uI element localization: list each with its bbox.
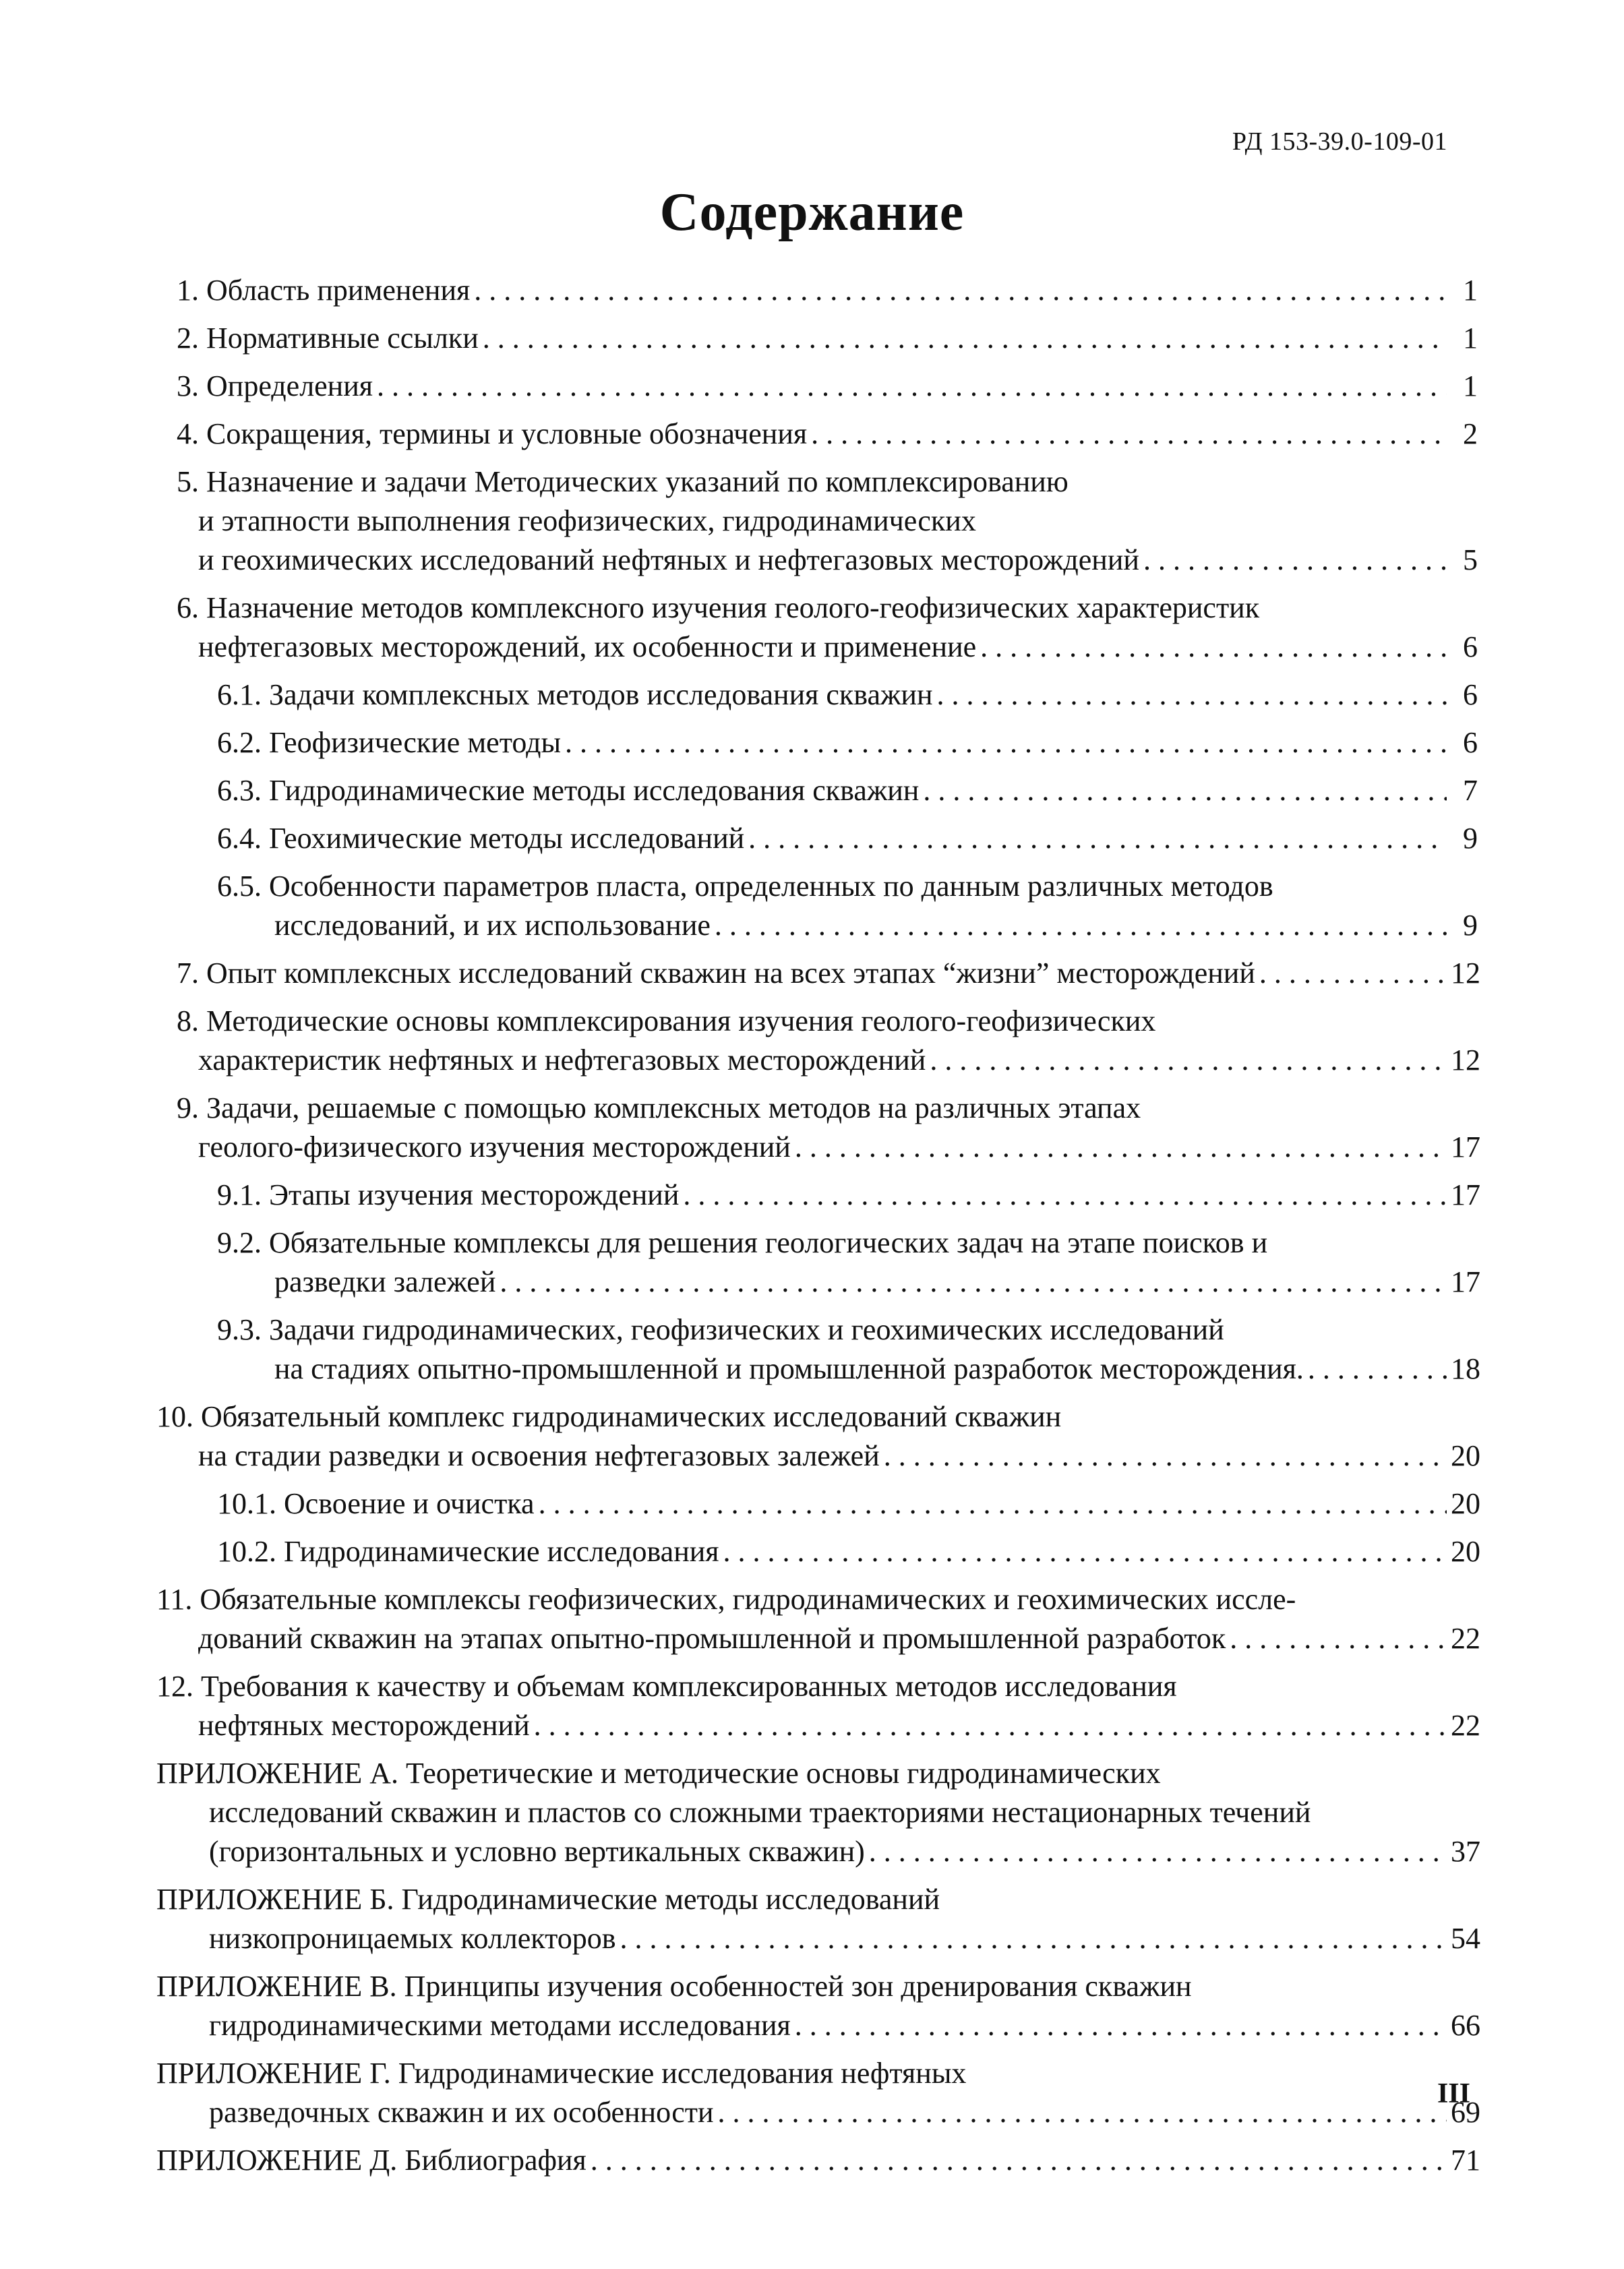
toc-entry-text: 6.1. Задачи комплексных методов исследования скважин (217, 678, 933, 711)
toc-entry-page: 7 (1463, 774, 1478, 807)
toc-entry-text: и этапности выполнения геофизических, гидродинамических (198, 504, 976, 537)
toc-entry-text: 10. Обязательный комплекс гидродинамических исследований скважин (156, 1400, 1062, 1433)
toc-entry (156, 867, 1478, 945)
toc-entry-text: и геохимических исследований нефтяных и нефтегазовых месторождений (198, 543, 1139, 576)
toc-entry-text: ПРИЛОЖЕНИЕ А. Теоретические и методические основы гидродинамических (156, 1757, 1161, 1790)
toc-entry (156, 271, 1478, 310)
toc-entry-text: 2. Нормативные ссылки (177, 322, 479, 355)
toc-entry-page: 1 (1463, 369, 1478, 402)
toc-entry (156, 2054, 1478, 2132)
toc-entry-text: нефтегазовых месторождений, их особенности и применение (198, 630, 977, 663)
toc-entry-text: 6.3. Гидродинамические методы исследования скважин (217, 774, 920, 807)
dot-leader (539, 1484, 1447, 1523)
dot-leader (869, 1832, 1447, 1871)
toc-entry-page: 54 (1451, 1922, 1480, 1955)
toc-entry-page: 12 (1451, 957, 1480, 990)
toc-entry-text: 9.2. Обязательные комплексы для решения геологических задач на этапе поисков и (217, 1226, 1268, 1259)
toc-entry-text: 10.2. Гидродинамические исследования (217, 1535, 719, 1568)
toc-entry (156, 1667, 1478, 1745)
toc-entry (156, 954, 1478, 993)
dot-leader (1230, 1619, 1447, 1658)
toc-entry-text: ПРИЛОЖЕНИЕ В. Принципы изучения особенностей зон дренирования скважин (156, 1970, 1192, 2003)
toc-entry (156, 675, 1478, 715)
dot-leader (930, 1041, 1447, 1080)
toc-entry-page: 5 (1463, 543, 1478, 576)
toc-entry-text: 9.3. Задачи гидродинамических, геофизических и геохимических исследований (217, 1313, 1224, 1346)
dot-leader (1143, 541, 1447, 580)
toc-entry-text: характеристик нефтяных и нефтегазовых месторождений (198, 1043, 926, 1077)
dot-leader (980, 628, 1447, 667)
toc-entry (156, 819, 1478, 858)
toc-entry-text: ПРИЛОЖЕНИЕ Б. Гидродинамические методы исследований (156, 1883, 940, 1916)
toc-entry-text: нефтяных месторождений (198, 1709, 530, 1742)
toc-entry-text: на стадии разведки и освоения нефтегазовых залежей (198, 1439, 880, 1472)
toc-entry-text: дований скважин на этапах опытно-промышленной и промышленной разработок (198, 1622, 1226, 1655)
toc-entry (156, 1580, 1478, 1658)
toc-entry-page: 22 (1451, 1622, 1480, 1655)
toc-entry-page: 69 (1451, 2096, 1480, 2129)
toc-entry-page: 17 (1451, 1178, 1480, 1211)
toc-entry-text: 11. Обязательные комплексы геофизических, гидродинамических и геохимических иссле- (156, 1583, 1296, 1616)
toc-entry-page: 1 (1463, 322, 1478, 355)
toc-entry-text: 1. Область применения (177, 274, 471, 307)
toc-entry (156, 367, 1478, 406)
dot-leader (884, 1436, 1447, 1476)
toc-entry (156, 1880, 1478, 1958)
toc-entry-text: 9.1. Этапы изучения месторождений (217, 1178, 680, 1211)
toc-entry-text: разведочных скважин и их особенности (209, 2096, 714, 2129)
toc-entry-text: 6. Назначение методов комплексного изучения геолого-геофизических характеристик (177, 591, 1260, 624)
dot-leader (715, 906, 1447, 945)
toc-entry-text: 12. Требования к качеству и объемам комплексированных методов исследования (156, 1670, 1177, 1703)
toc-entry-page: 1 (1463, 274, 1478, 307)
dot-leader (474, 271, 1447, 310)
toc-entry (156, 415, 1478, 454)
toc-entry-page: 18 (1451, 1352, 1480, 1385)
dot-leader (718, 2093, 1447, 2132)
toc-entry-page: 17 (1451, 1265, 1480, 1298)
toc-entry-text: исследований, и их использование (274, 909, 711, 942)
toc-entry-page: 2 (1463, 417, 1478, 450)
toc-entry (156, 1223, 1478, 1302)
toc-entry-page: 20 (1451, 1439, 1480, 1472)
toc-entry-text: 8. Методические основы комплексирования изучения геолого-геофизических (177, 1004, 1156, 1037)
toc-entry-text: исследований скважин и пластов со сложными траекториями нестационарных течений (209, 1796, 1311, 1829)
toc-entry-page: 6 (1463, 630, 1478, 663)
dot-leader (923, 771, 1447, 810)
toc-entry-text: низкопроницаемых коллекторов (209, 1922, 616, 1955)
toc-entry-text: 9. Задачи, решаемые с помощью комплексных методов на различных этапах (177, 1091, 1141, 1124)
dot-leader (683, 1176, 1447, 1215)
toc-entry-page: 9 (1463, 909, 1478, 942)
dot-leader (377, 367, 1447, 406)
toc-entry (156, 2141, 1478, 2180)
toc-entry-page: 22 (1451, 1709, 1480, 1742)
toc-entry (156, 1967, 1478, 2045)
page-title: Содержание (659, 183, 965, 242)
toc-entry-text: разведки залежей (274, 1265, 496, 1298)
toc-entry-page: 66 (1451, 2009, 1480, 2042)
dot-leader (811, 415, 1447, 454)
toc-entry-page: 6 (1463, 678, 1478, 711)
dot-leader (483, 319, 1447, 358)
toc-entry-page: 9 (1463, 822, 1478, 855)
dot-leader (795, 1128, 1447, 1167)
toc-entry-text: ПРИЛОЖЕНИЕ Д. Библиография (156, 2144, 587, 2177)
toc-entry (156, 319, 1478, 358)
dot-leader (937, 675, 1447, 715)
dot-leader (748, 819, 1447, 858)
dot-leader (795, 2006, 1447, 2045)
dot-leader (565, 723, 1447, 762)
document-code: РД 153-39.0-109-01 (1232, 127, 1447, 156)
toc-entry-text: 4. Сокращения, термины и условные обозначения (177, 417, 808, 450)
toc-entry-page: 12 (1451, 1043, 1480, 1077)
dot-leader (1259, 954, 1447, 993)
dot-leader (534, 1706, 1447, 1745)
toc-entry (156, 723, 1478, 762)
dot-leader (591, 2141, 1447, 2180)
toc-entry-text: 5. Назначение и задачи Методических указаний по комплексированию (177, 465, 1069, 498)
toc-entry (156, 1397, 1478, 1476)
toc-entry-text: (горизонтальных и условно вертикальных скважин) (209, 1835, 865, 1868)
toc-entry (156, 1002, 1478, 1080)
toc-entry-text: геолого-физического изучения месторождений (198, 1130, 791, 1163)
toc-entry-text: на стадиях опытно-промышленной и промышленной разработок месторождения. (274, 1352, 1304, 1385)
toc-entry-text: ПРИЛОЖЕНИЕ Г. Гидродинамические исследования нефтяных (156, 2057, 967, 2090)
toc-entry (156, 588, 1478, 667)
toc-entry-page: 20 (1451, 1535, 1480, 1568)
toc-entry-text: 6.4. Геохимические методы исследований (217, 822, 745, 855)
table-of-contents (156, 271, 1478, 2189)
toc-entry-page: 20 (1451, 1487, 1480, 1520)
toc-entry (156, 1532, 1478, 1571)
toc-entry-page: 6 (1463, 726, 1478, 759)
toc-entry-text: 10.1. Освоение и очистка (217, 1487, 535, 1520)
toc-entry (156, 1754, 1478, 1871)
toc-entry-text: 6.5. Особенности параметров пласта, определенных по данным различных методов (217, 870, 1273, 903)
toc-entry-page: 71 (1451, 2144, 1480, 2177)
page-number: III (1437, 2078, 1470, 2109)
toc-entry-text: 3. Определения (177, 369, 373, 402)
toc-entry (156, 1484, 1478, 1523)
toc-entry (156, 1310, 1478, 1389)
dot-leader (620, 1919, 1447, 1958)
toc-entry-text: 6.2. Геофизические методы (217, 726, 562, 759)
toc-entry-text: 7. Опыт комплексных исследований скважин на всех этапах “жизни” месторождений (177, 957, 1255, 990)
toc-entry-text: гидродинамическими методами исследования (209, 2009, 791, 2042)
toc-entry-page: 37 (1451, 1835, 1480, 1868)
toc-entry (156, 1176, 1478, 1215)
toc-entry (156, 771, 1478, 810)
toc-entry (156, 1089, 1478, 1167)
dot-leader (723, 1532, 1447, 1571)
toc-entry (156, 462, 1478, 580)
toc-entry-page: 17 (1451, 1130, 1480, 1163)
dot-leader (1308, 1350, 1447, 1389)
dot-leader (500, 1263, 1447, 1302)
